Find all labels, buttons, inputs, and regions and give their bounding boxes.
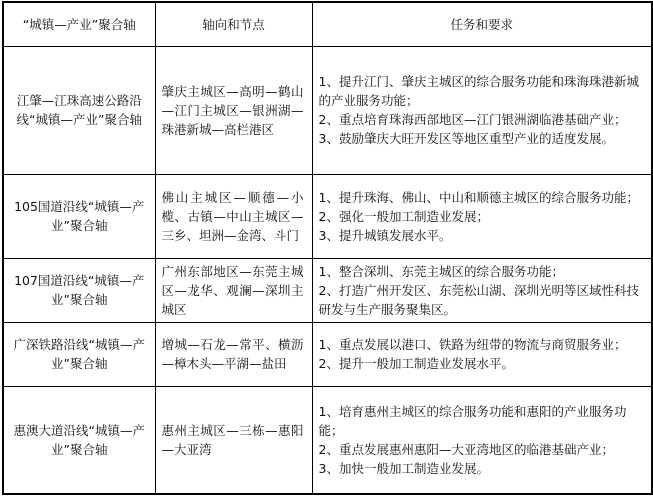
- axis-nodes: 惠州主城区—三栋—惠阳—大亚湾: [155, 386, 312, 494]
- axis-tasks: [312, 174, 652, 258]
- table-row: [3, 46, 652, 174]
- axis-name: 惠澳大道沿线“城镇—产业”聚合轴: [3, 386, 155, 494]
- task-item: 2、重点发展惠州惠阳—大亚湾地区的临港基础产业；: [318, 441, 614, 457]
- header-nodes: 轴向和节点: [155, 2, 312, 46]
- table-row: [3, 322, 652, 386]
- axis-nodes: 肇庆主城区—高明—鹤山—江门主城区—银洲湖—珠港新城—高栏港区: [155, 46, 312, 174]
- task-item: 1、提升江门、肇庆主城区的综合服务功能和珠海珠港新城的产业服务功能；: [318, 74, 639, 108]
- axis-name: 105国道沿线“城镇—产业”聚合轴: [3, 174, 155, 258]
- task-item: 2、强化一般加工制造业发展；: [318, 208, 489, 224]
- axis-name: 107国道沿线“城镇—产业”聚合轴: [3, 258, 155, 322]
- axis-tasks: [312, 322, 652, 386]
- task-item: 2、提升一般加工制造业发展水平。: [318, 356, 514, 371]
- task-item: 1、提升珠海、佛山、中山和顺德主城区的综合服务功能；: [318, 189, 639, 205]
- table-header-row: [3, 2, 652, 46]
- task-item: 1、整合深圳、东莞主城区的综合服务功能；: [318, 263, 564, 279]
- table-container: [2, 1, 651, 495]
- axis-name: 广深铁路沿线“城镇—产业”聚合轴: [3, 322, 155, 386]
- axis-name: 江肇—江珠高速公路沿线“城镇—产业”聚合轴: [3, 46, 155, 174]
- axis-nodes: 增城—石龙—常平、横沥—樟木头—平湖—盐田: [155, 322, 312, 386]
- table-row: [3, 258, 652, 322]
- task-item: 1、培育惠州主城区的综合服务功能和惠阳的产业服务功能；: [318, 403, 627, 438]
- axis-tasks: [312, 46, 652, 174]
- header-tasks: 任务和要求: [312, 2, 652, 46]
- task-item: 1、重点发展以港口、铁路为纽带的物流与商贸服务业；: [318, 337, 627, 352]
- table-row: [3, 386, 652, 494]
- axis-tasks: [312, 258, 652, 322]
- task-item: 2、打造广州开发区、东莞松山湖、深圳光明等区域性科技研发与生产服务聚集区。: [318, 282, 639, 317]
- task-item: 2、重点培育珠海西部地区—江门银洲湖临港基础产业；: [318, 112, 627, 127]
- task-item: 3、加快一般加工制造业发展。: [318, 460, 489, 476]
- header-axis: “城镇—产业”聚合轴: [3, 2, 155, 46]
- axis-nodes: 广州东部地区—东莞主城区—龙华、观澜—深圳主城区: [155, 258, 312, 322]
- task-item: 3、提升城镇发展水平。: [318, 227, 452, 243]
- axis-table: [2, 1, 653, 495]
- axis-tasks: [312, 386, 652, 494]
- axis-nodes: 佛山主城区—顺德—小榄、古镇—中山主城区—三乡、坦洲—金湾、斗门: [155, 174, 312, 258]
- task-item: 3、鼓励肇庆大旺开发区等地区重型产业的适度发展。: [318, 131, 614, 146]
- table-row: [3, 174, 652, 258]
